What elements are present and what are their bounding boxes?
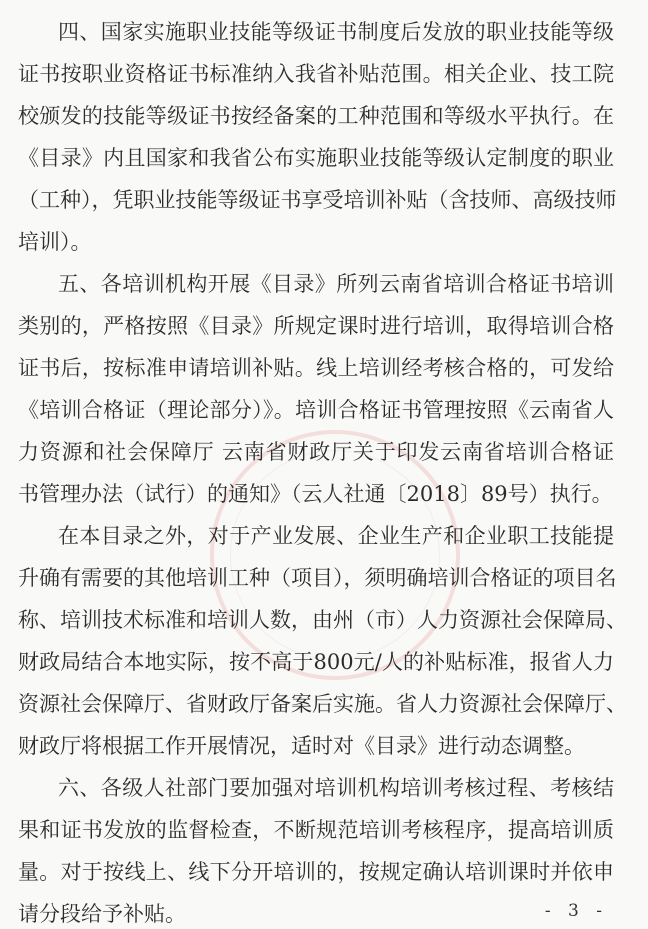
paragraph-extra-line-6: 财政厅将根据工作开展情况，适时对《目录》进行动态调整。	[18, 734, 585, 758]
paragraph-6-line-4: 请分段给予补贴。	[18, 902, 186, 926]
paragraph-5-line-4: 《培训合格证（理论部分）》。培训合格证书管理按照《云南省人	[18, 398, 614, 422]
paragraph-6-line-1: 六、各级人社部门要加强对培训机构培训考核过程、考核结	[58, 776, 614, 800]
paragraph-4-line-3: 校颁发的技能等级证书按经备案的工种范围和等级水平执行。在	[18, 104, 614, 128]
paragraph-extra-line-2: 升确有需要的其他培训工种（项目），须明确培训合格证的项目名	[18, 566, 617, 590]
paragraph-extra-line-5: 资源社会保障厅、省财政厅备案后实施。省人力资源社会保障厅、	[18, 692, 627, 716]
paragraph-4-line-2: 证书按职业资格证书标准纳入我省补贴范围。相关企业、技工院	[18, 62, 614, 86]
paragraph-4-line-6: 培训）。	[18, 230, 92, 254]
paragraph-4-line-5: （工种），凭职业技能等级证书享受培训补贴（含技师、高级技师	[18, 188, 617, 212]
paragraph-4-line-4: 《目录》内且国家和我省公布实施职业技能等级认定制度的职业	[18, 146, 614, 170]
official-seal-watermark	[210, 430, 460, 680]
paragraph-5-line-5: 力资源和社会保障厅 云南省财政厅关于印发云南省培训合格证	[18, 440, 614, 464]
paragraph-4-line-1: 四、国家实施职业技能等级证书制度后发放的职业技能等级	[58, 20, 614, 44]
paragraph-extra-line-4: 财政局结合本地实际，按不高于800元/人的补贴标准，报省人力	[18, 650, 614, 674]
paragraph-5-line-2: 类别的，严格按照《目录》所规定课时进行培训，取得培训合格	[18, 314, 614, 338]
paragraph-extra-line-3: 称、培训技术标准和培训人数，由州（市）人力资源社会保障局、	[18, 608, 627, 632]
paragraph-6-line-2: 果和证书发放的监督检查，不断规范培训考核程序，提高培训质	[18, 818, 614, 842]
paragraph-5-line-1: 五、各培训机构开展《目录》所列云南省培训合格证书培训	[58, 272, 614, 296]
paragraph-5-line-3: 证书后，按标准申请培训补贴。线上培训经考核合格的，可发给	[18, 356, 614, 380]
page-number: - 3 -	[544, 901, 608, 921]
paragraph-5-line-6: 书管理办法（试行）的通知》（云人社通〔2018〕89号）执行。	[18, 482, 613, 506]
paragraph-6-line-3: 量。对于按线上、线下分开培训的，按规定确认培训课时并依申	[18, 860, 614, 884]
paragraph-extra-line-1: 在本目录之外，对于产业发展、企业生产和企业职工技能提	[58, 524, 614, 548]
